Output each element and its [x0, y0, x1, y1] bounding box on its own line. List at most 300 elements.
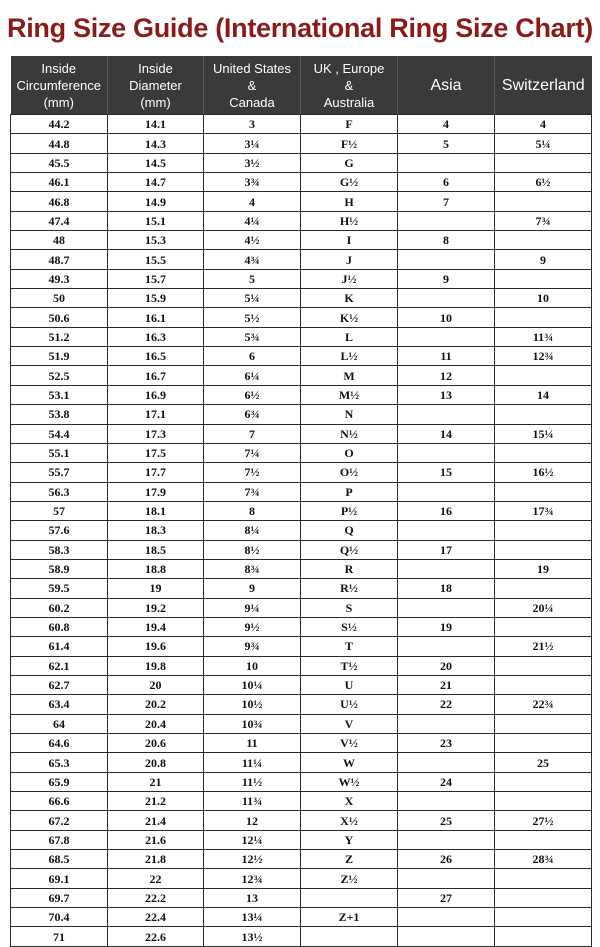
table-row: [11, 327, 592, 346]
cell-circumference: 61.4: [11, 637, 108, 656]
cell-uk-europe-australia: Q: [301, 521, 398, 540]
table-row: [11, 927, 592, 946]
column-header-line: &: [247, 77, 257, 93]
cell-us-canada: 6¾: [204, 405, 301, 424]
cell-asia: [398, 598, 495, 617]
cell-asia: 17: [398, 540, 495, 559]
cell-switzerland: 6½: [495, 173, 592, 192]
cell-uk-europe-australia: J: [301, 250, 398, 269]
column-header-line: Switzerland: [501, 76, 585, 94]
cell-switzerland: 4: [495, 115, 592, 134]
cell-asia: [398, 521, 495, 540]
cell-asia: [398, 869, 495, 888]
cell-circumference: 54.4: [11, 424, 108, 443]
cell-circumference: 48: [11, 231, 108, 250]
cell-circumference: 60.8: [11, 617, 108, 636]
cell-uk-europe-australia: F½: [301, 134, 398, 153]
cell-circumference: 47.4: [11, 211, 108, 230]
cell-uk-europe-australia: V: [301, 714, 398, 733]
cell-us-canada: 9¾: [204, 637, 301, 656]
cell-uk-europe-australia: Y: [301, 830, 398, 849]
table-row: [11, 850, 592, 869]
cell-us-canada: 6½: [204, 385, 301, 404]
cell-switzerland: [495, 656, 592, 675]
cell-circumference: 64.6: [11, 734, 108, 753]
cell-switzerland: [495, 888, 592, 907]
cell-circumference: 71: [11, 927, 108, 946]
cell-us-canada: 12¼: [204, 830, 301, 849]
cell-asia: 6: [398, 173, 495, 192]
cell-uk-europe-australia: X: [301, 792, 398, 811]
cell-asia: 11: [398, 347, 495, 366]
cell-asia: [398, 753, 495, 772]
cell-diameter: 17.9: [108, 482, 204, 501]
cell-switzerland: [495, 521, 592, 540]
cell-diameter: 17.1: [108, 405, 204, 424]
table-row: [11, 753, 592, 772]
cell-asia: 21: [398, 675, 495, 694]
cell-asia: 8: [398, 231, 495, 250]
cell-circumference: 44.8: [11, 134, 108, 153]
cell-switzerland: [495, 869, 592, 888]
table-row: [11, 134, 592, 153]
cell-uk-europe-australia: M: [301, 366, 398, 385]
cell-circumference: 62.1: [11, 656, 108, 675]
cell-uk-europe-australia: V½: [301, 734, 398, 753]
cell-circumference: 65.3: [11, 753, 108, 772]
cell-us-canada: 7½: [204, 463, 301, 482]
cell-diameter: 14.5: [108, 153, 204, 172]
table-row: [11, 637, 592, 656]
cell-switzerland: [495, 153, 592, 172]
cell-uk-europe-australia: I: [301, 231, 398, 250]
cell-switzerland: [495, 269, 592, 288]
column-header-us-canada: [204, 56, 301, 115]
cell-diameter: 21: [108, 772, 204, 791]
cell-switzerland: [495, 617, 592, 636]
cell-diameter: 20.4: [108, 714, 204, 733]
cell-us-canada: 6¼: [204, 366, 301, 385]
cell-uk-europe-australia: R: [301, 559, 398, 578]
cell-switzerland: [495, 405, 592, 424]
cell-switzerland: [495, 579, 592, 598]
cell-us-canada: 6: [204, 347, 301, 366]
cell-circumference: 49.3: [11, 269, 108, 288]
table-row: [11, 559, 592, 578]
cell-diameter: 19.8: [108, 656, 204, 675]
cell-asia: [398, 792, 495, 811]
cell-diameter: 15.1: [108, 211, 204, 230]
cell-switzerland: 27½: [495, 811, 592, 830]
cell-us-canada: 10½: [204, 695, 301, 714]
cell-switzerland: [495, 192, 592, 211]
cell-switzerland: 14: [495, 385, 592, 404]
cell-uk-europe-australia: L½: [301, 347, 398, 366]
cell-asia: 19: [398, 617, 495, 636]
cell-circumference: 70.4: [11, 908, 108, 927]
cell-uk-europe-australia: T: [301, 637, 398, 656]
cell-switzerland: 25: [495, 753, 592, 772]
cell-asia: [398, 405, 495, 424]
cell-us-canada: 3¾: [204, 173, 301, 192]
table-row: [11, 463, 592, 482]
cell-diameter: 16.3: [108, 327, 204, 346]
cell-uk-europe-australia: G½: [301, 173, 398, 192]
column-header-line: UK , Europe: [313, 60, 385, 76]
cell-diameter: 19.6: [108, 637, 204, 656]
cell-circumference: 44.2: [11, 115, 108, 134]
cell-us-canada: 9: [204, 579, 301, 598]
cell-diameter: 15.3: [108, 231, 204, 250]
cell-circumference: 58.9: [11, 559, 108, 578]
table-row: [11, 811, 592, 830]
cell-asia: [398, 211, 495, 230]
cell-diameter: 14.3: [108, 134, 204, 153]
cell-asia: 15: [398, 463, 495, 482]
table-row: [11, 501, 592, 520]
cell-us-canada: 5¾: [204, 327, 301, 346]
cell-uk-europe-australia: J½: [301, 269, 398, 288]
cell-switzerland: 11¾: [495, 327, 592, 346]
cell-diameter: 14.1: [108, 115, 204, 134]
cell-asia: 25: [398, 811, 495, 830]
cell-switzerland: [495, 772, 592, 791]
cell-switzerland: [495, 830, 592, 849]
column-header-line: Inside: [41, 60, 77, 76]
cell-diameter: 22.6: [108, 927, 204, 946]
cell-diameter: 22.2: [108, 888, 204, 907]
cell-uk-europe-australia: M½: [301, 385, 398, 404]
cell-switzerland: [495, 927, 592, 946]
cell-asia: 22: [398, 695, 495, 714]
cell-us-canada: 12½: [204, 850, 301, 869]
cell-uk-europe-australia: H: [301, 192, 398, 211]
cell-switzerland: [495, 482, 592, 501]
cell-us-canada: 10: [204, 656, 301, 675]
cell-circumference: 50: [11, 289, 108, 308]
table-row: [11, 173, 592, 192]
cell-diameter: 21.2: [108, 792, 204, 811]
cell-uk-europe-australia: F: [301, 115, 398, 134]
cell-us-canada: 8¼: [204, 521, 301, 540]
cell-switzerland: [495, 308, 592, 327]
column-header-line: (mm): [140, 94, 171, 110]
table-row: [11, 695, 592, 714]
cell-diameter: 22.4: [108, 908, 204, 927]
cell-asia: [398, 637, 495, 656]
cell-diameter: 20.6: [108, 734, 204, 753]
cell-asia: 26: [398, 850, 495, 869]
cell-circumference: 68.5: [11, 850, 108, 869]
cell-us-canada: 11¼: [204, 753, 301, 772]
cell-circumference: 63.4: [11, 695, 108, 714]
cell-us-canada: 13½: [204, 927, 301, 946]
cell-uk-europe-australia: L: [301, 327, 398, 346]
cell-circumference: 59.5: [11, 579, 108, 598]
cell-circumference: 62.7: [11, 675, 108, 694]
table-row: [11, 908, 592, 927]
cell-uk-europe-australia: G: [301, 153, 398, 172]
cell-circumference: 65.9: [11, 772, 108, 791]
cell-uk-europe-australia: N: [301, 405, 398, 424]
cell-diameter: 22: [108, 869, 204, 888]
cell-circumference: 46.1: [11, 173, 108, 192]
column-header-line: Circumference: [16, 77, 102, 93]
cell-circumference: 46.8: [11, 192, 108, 211]
cell-us-canada: 10¾: [204, 714, 301, 733]
cell-circumference: 64: [11, 714, 108, 733]
cell-asia: 16: [398, 501, 495, 520]
cell-asia: [398, 153, 495, 172]
cell-diameter: 20.2: [108, 695, 204, 714]
table-row: [11, 269, 592, 288]
cell-asia: [398, 482, 495, 501]
cell-us-canada: 3½: [204, 153, 301, 172]
cell-diameter: 16.9: [108, 385, 204, 404]
cell-us-canada: 8¾: [204, 559, 301, 578]
cell-diameter: 19.2: [108, 598, 204, 617]
cell-circumference: 55.1: [11, 443, 108, 462]
cell-uk-europe-australia: X½: [301, 811, 398, 830]
cell-us-canada: 5: [204, 269, 301, 288]
cell-uk-europe-australia: T½: [301, 656, 398, 675]
cell-diameter: 16.5: [108, 347, 204, 366]
cell-us-canada: 9½: [204, 617, 301, 636]
cell-diameter: 16.7: [108, 366, 204, 385]
table-row: [11, 869, 592, 888]
cell-switzerland: 5¼: [495, 134, 592, 153]
column-header-line: United States: [212, 60, 292, 76]
cell-asia: [398, 289, 495, 308]
cell-us-canada: 12: [204, 811, 301, 830]
cell-switzerland: [495, 443, 592, 462]
table-row: [11, 366, 592, 385]
table-body: [11, 115, 592, 947]
table-row: [11, 385, 592, 404]
column-header-circumference: [11, 56, 108, 115]
cell-asia: [398, 908, 495, 927]
table-row: [11, 153, 592, 172]
cell-us-canada: 3¼: [204, 134, 301, 153]
cell-diameter: 19.4: [108, 617, 204, 636]
table-row: [11, 521, 592, 540]
cell-uk-europe-australia: S½: [301, 617, 398, 636]
column-header-uk-europe-australia: [301, 56, 398, 115]
cell-uk-europe-australia: W½: [301, 772, 398, 791]
table-row: [11, 347, 592, 366]
cell-switzerland: [495, 540, 592, 559]
cell-us-canada: 10¼: [204, 675, 301, 694]
cell-uk-europe-australia: K½: [301, 308, 398, 327]
cell-diameter: 14.9: [108, 192, 204, 211]
cell-circumference: 57.6: [11, 521, 108, 540]
cell-circumference: 69.7: [11, 888, 108, 907]
cell-circumference: 60.2: [11, 598, 108, 617]
cell-asia: 10: [398, 308, 495, 327]
cell-asia: [398, 830, 495, 849]
cell-asia: 13: [398, 385, 495, 404]
cell-switzerland: [495, 231, 592, 250]
table-row: [11, 250, 592, 269]
cell-diameter: 20: [108, 675, 204, 694]
cell-uk-europe-australia: Z+1: [301, 908, 398, 927]
cell-us-canada: 4: [204, 192, 301, 211]
cell-uk-europe-australia: [301, 927, 398, 946]
cell-us-canada: 9¼: [204, 598, 301, 617]
cell-circumference: 67.2: [11, 811, 108, 830]
cell-circumference: 53.1: [11, 385, 108, 404]
cell-asia: 12: [398, 366, 495, 385]
cell-diameter: 15.9: [108, 289, 204, 308]
column-header-switzerland: [495, 56, 592, 115]
cell-switzerland: [495, 714, 592, 733]
cell-asia: 4: [398, 115, 495, 134]
column-header-line: Diameter: [129, 77, 182, 93]
table-row: [11, 792, 592, 811]
cell-asia: [398, 714, 495, 733]
cell-diameter: 17.7: [108, 463, 204, 482]
cell-circumference: 52.5: [11, 366, 108, 385]
table-row: [11, 888, 592, 907]
cell-switzerland: [495, 792, 592, 811]
cell-us-canada: 11¾: [204, 792, 301, 811]
table-row: [11, 211, 592, 230]
cell-circumference: 48.7: [11, 250, 108, 269]
cell-switzerland: 19: [495, 559, 592, 578]
cell-diameter: 18.1: [108, 501, 204, 520]
cell-asia: 24: [398, 772, 495, 791]
cell-us-canada: 5¼: [204, 289, 301, 308]
cell-switzerland: 21½: [495, 637, 592, 656]
column-header-line: (mm): [43, 94, 74, 110]
table-row: [11, 231, 592, 250]
cell-circumference: 58.3: [11, 540, 108, 559]
cell-us-canada: 4¼: [204, 211, 301, 230]
table-row: [11, 424, 592, 443]
cell-us-canada: 13: [204, 888, 301, 907]
page-title: Ring Size Guide (International Ring Size Chart): [7, 12, 593, 43]
cell-switzerland: 7¾: [495, 211, 592, 230]
cell-switzerland: 10: [495, 289, 592, 308]
cell-circumference: 57: [11, 501, 108, 520]
cell-switzerland: [495, 734, 592, 753]
cell-asia: 14: [398, 424, 495, 443]
table-row: [11, 579, 592, 598]
cell-switzerland: 12¾: [495, 347, 592, 366]
column-header-diameter: [108, 56, 204, 115]
cell-us-canada: 12¾: [204, 869, 301, 888]
table-row: [11, 830, 592, 849]
cell-switzerland: [495, 675, 592, 694]
table-row: [11, 192, 592, 211]
column-header-asia: [398, 56, 495, 115]
cell-asia: [398, 250, 495, 269]
cell-us-canada: 4½: [204, 231, 301, 250]
cell-circumference: 53.8: [11, 405, 108, 424]
table-header-row: [11, 56, 592, 115]
cell-switzerland: 28¾: [495, 850, 592, 869]
cell-uk-europe-australia: P: [301, 482, 398, 501]
cell-switzerland: 17¾: [495, 501, 592, 520]
cell-us-canada: 8½: [204, 540, 301, 559]
cell-diameter: 21.8: [108, 850, 204, 869]
cell-circumference: 56.3: [11, 482, 108, 501]
cell-diameter: 18.5: [108, 540, 204, 559]
cell-diameter: 17.3: [108, 424, 204, 443]
cell-us-canada: 11½: [204, 772, 301, 791]
cell-uk-europe-australia: N½: [301, 424, 398, 443]
cell-switzerland: 22¾: [495, 695, 592, 714]
table-row: [11, 598, 592, 617]
cell-uk-europe-australia: O: [301, 443, 398, 462]
cell-us-canada: 5½: [204, 308, 301, 327]
cell-diameter: 19: [108, 579, 204, 598]
cell-asia: [398, 327, 495, 346]
cell-uk-europe-australia: P½: [301, 501, 398, 520]
cell-diameter: 21.4: [108, 811, 204, 830]
cell-asia: 18: [398, 579, 495, 598]
cell-us-canada: 11: [204, 734, 301, 753]
cell-diameter: 15.5: [108, 250, 204, 269]
cell-diameter: 21.6: [108, 830, 204, 849]
cell-asia: 27: [398, 888, 495, 907]
table-row: [11, 772, 592, 791]
cell-circumference: 50.6: [11, 308, 108, 327]
column-header-line: Asia: [430, 76, 462, 94]
cell-switzerland: 20¼: [495, 598, 592, 617]
cell-diameter: 18.8: [108, 559, 204, 578]
cell-uk-europe-australia: Z: [301, 850, 398, 869]
cell-asia: 7: [398, 192, 495, 211]
cell-diameter: 18.3: [108, 521, 204, 540]
cell-circumference: 69.1: [11, 869, 108, 888]
cell-us-canada: 3: [204, 115, 301, 134]
table-row: [11, 482, 592, 501]
cell-circumference: 51.9: [11, 347, 108, 366]
cell-uk-europe-australia: S: [301, 598, 398, 617]
cell-asia: 23: [398, 734, 495, 753]
cell-uk-europe-australia: R½: [301, 579, 398, 598]
cell-uk-europe-australia: K: [301, 289, 398, 308]
cell-uk-europe-australia: O½: [301, 463, 398, 482]
cell-uk-europe-australia: Z½: [301, 869, 398, 888]
cell-diameter: 17.5: [108, 443, 204, 462]
cell-switzerland: 15¼: [495, 424, 592, 443]
cell-us-canada: 13¼: [204, 908, 301, 927]
cell-asia: 5: [398, 134, 495, 153]
cell-switzerland: [495, 366, 592, 385]
table-row: [11, 734, 592, 753]
cell-switzerland: [495, 908, 592, 927]
cell-diameter: 20.8: [108, 753, 204, 772]
column-header-line: Canada: [229, 94, 275, 110]
ring-size-table: [10, 56, 592, 947]
cell-uk-europe-australia: U½: [301, 695, 398, 714]
cell-diameter: 15.7: [108, 269, 204, 288]
cell-circumference: 66.6: [11, 792, 108, 811]
cell-diameter: 16.1: [108, 308, 204, 327]
table-row: [11, 714, 592, 733]
cell-uk-europe-australia: H½: [301, 211, 398, 230]
column-header-line: &: [344, 77, 354, 93]
cell-asia: [398, 443, 495, 462]
cell-uk-europe-australia: Q½: [301, 540, 398, 559]
cell-diameter: 14.7: [108, 173, 204, 192]
table-row: [11, 443, 592, 462]
table-row: [11, 656, 592, 675]
column-header-line: Inside: [138, 60, 173, 76]
cell-us-canada: 7¾: [204, 482, 301, 501]
